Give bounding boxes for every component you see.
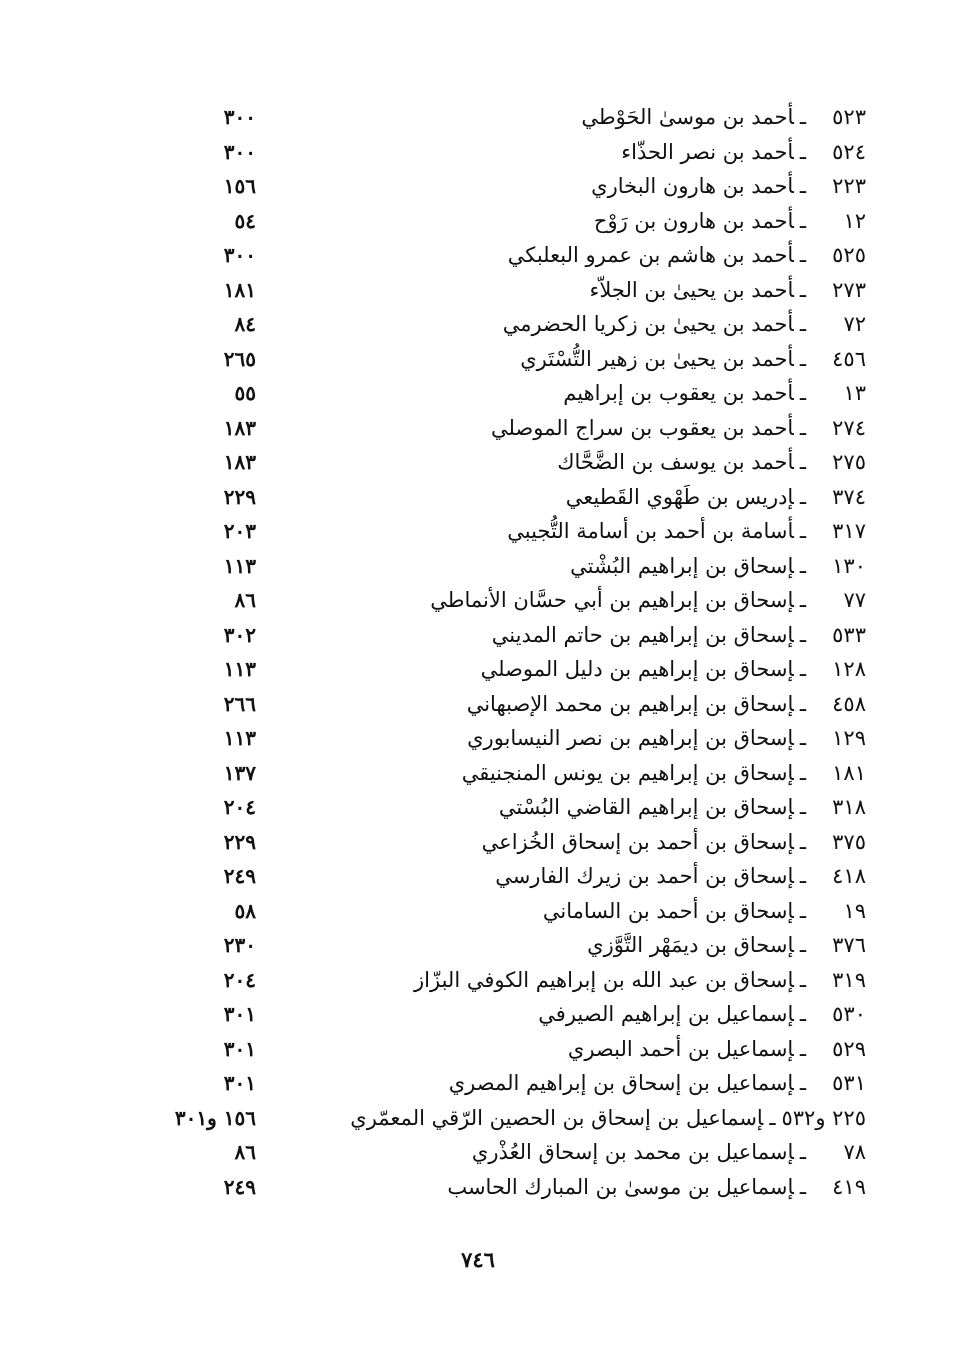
entry-number: ٥٢٩ [832, 1036, 866, 1061]
entry-pages: ٢٤٩ [223, 864, 256, 888]
entry-number: ٧٢ [843, 312, 866, 336]
entry-name: أسامة بن أحمد بن أسامة التُّجيبي [507, 519, 794, 543]
entry-number: ١٢٩ [832, 726, 866, 750]
entry-text [472, 1135, 866, 1170]
entry-pages: ١٣٧ [223, 760, 256, 785]
entry-number: ٢٧٥ [832, 450, 866, 474]
index-entry [86, 652, 866, 687]
entry-dash: ـ [799, 243, 806, 267]
entry-dash: ـ [799, 657, 806, 681]
index-entry [86, 894, 866, 929]
index-entry [86, 963, 866, 998]
entry-number: ١٢ [843, 208, 866, 233]
entry-number: ٢٧٤ [832, 415, 866, 440]
entry-dash: ـ [799, 553, 806, 578]
entry-dash: ـ [799, 588, 806, 612]
entry-dash: ـ [799, 760, 806, 785]
entry-pages: ٢٣٠ [223, 933, 256, 957]
entry-number: ٣٧٥ [832, 829, 866, 854]
index-entry [86, 1066, 866, 1101]
entry-number: ٢٢٥ و٥٣٢ [781, 1105, 866, 1130]
entry-number: ٥٢٤ [832, 139, 866, 164]
entry-number: ٥٢٥ [832, 243, 866, 267]
entry-dash: ـ [799, 174, 806, 198]
entry-pages: ٣٠٠ [223, 139, 256, 164]
entry-name: أحمد بن يعقوب بن سراج الموصلي [490, 415, 794, 440]
entry-name: إسحاق بن إبراهيم بن يونس المنجنيقي [461, 760, 794, 785]
entry-pages: ١١٣ [223, 553, 256, 578]
entry-dash: ـ [799, 1002, 806, 1026]
index-entry [86, 1101, 866, 1136]
index-entry [86, 411, 866, 446]
entry-number: ٤٥٨ [832, 691, 866, 716]
entry-pages: ١٥٦ [223, 174, 256, 198]
entry-pages: ٢٢٩ [223, 484, 256, 509]
entry-text [594, 204, 866, 239]
entry-text [566, 480, 866, 515]
entry-text [591, 169, 866, 204]
index-entry [86, 100, 866, 135]
entry-pages: ٥٥ [234, 381, 256, 405]
entry-name: إدريس بن طَهْوي القَطيعي [565, 484, 794, 509]
entry-dash: ـ [799, 105, 806, 129]
entry-name: إسحاق بن إبراهيم بن أبي حسَّان الأنماطي [430, 588, 794, 612]
entry-dash: ـ [799, 1140, 806, 1164]
index-entry [86, 549, 866, 584]
entry-dash: ـ [799, 139, 806, 164]
entry-pages: ٣٠١ [223, 1002, 256, 1026]
entry-pages: ٢٤٩ [223, 1174, 256, 1199]
index-entry [86, 825, 866, 860]
entry-dash: ـ [799, 622, 806, 647]
entry-text [543, 894, 866, 929]
entry-name: إسحاق بن ديمَهْر التَّوَّزي [587, 933, 794, 957]
entry-text [482, 825, 866, 860]
entry-number: ٣٧٤ [832, 484, 866, 509]
entry-pages: ١٨١ [223, 277, 256, 302]
entry-number: ٤١٨ [832, 864, 866, 888]
entry-dash: ـ [799, 484, 806, 509]
entry-number: ٣١٧ [832, 519, 866, 543]
entry-name: إسحاق بن إبراهيم بن محمد الإصبهاني [466, 691, 794, 716]
entry-dash: ـ [799, 450, 806, 474]
entry-pages: ٢٦٦ [223, 691, 256, 716]
entry-text [621, 135, 866, 170]
entry-name: إسحاق بن إبراهيم بن حاتم المديني [491, 622, 794, 647]
entry-pages: ٣٠٢ [223, 622, 256, 647]
index-entry [86, 583, 866, 618]
entry-name: إسماعيل بن إسحاق بن الحصين الرّقي المعمّري [350, 1105, 764, 1130]
entry-text [491, 411, 866, 446]
entry-pages: ١١٣ [223, 657, 256, 681]
entry-name: إسحاق بن أحمد بن زيرك الفارسي [495, 864, 794, 888]
entry-dash: ـ [799, 898, 806, 923]
entry-name: إسماعيل بن محمد بن إسحاق العُذْري [471, 1140, 794, 1164]
entry-pages: ٢٦٥ [223, 346, 256, 371]
entry-number: ١٣٠ [832, 553, 866, 578]
index-entry [86, 169, 866, 204]
entry-number: ١٨١ [832, 760, 866, 785]
entry-name: إسماعيل بن إبراهيم الصيرفي [538, 1002, 794, 1026]
entry-number: ١٩ [843, 898, 866, 923]
index-entry [86, 687, 866, 722]
index-entry [86, 273, 866, 308]
entry-name: إسحاق بن أحمد بن إسحاق الخُزاعي [481, 829, 794, 854]
entry-pages: ٢٢٩ [223, 829, 256, 854]
entry-name: إسحاق بن إبراهيم بن نصر النيسابوري [467, 726, 794, 750]
entry-text [568, 1032, 866, 1067]
index-entry [86, 997, 866, 1032]
entry-text [492, 618, 866, 653]
entry-number: ١٢٨ [832, 657, 866, 681]
entry-text [570, 549, 866, 584]
entry-name: إسحاق بن أحمد بن الساماني [542, 898, 794, 923]
entry-dash: ـ [799, 415, 806, 440]
entry-text [430, 583, 866, 618]
entry-dash: ـ [799, 864, 806, 888]
entry-name: إسحاق بن إبراهيم القاضي البُسْتي [498, 795, 794, 819]
entry-name: أحمد بن يعقوب بن إبراهيم [563, 381, 794, 405]
entry-pages: ٣٠٠ [223, 243, 256, 267]
entry-dash: ـ [799, 829, 806, 854]
entry-pages: ١٨٣ [223, 450, 256, 474]
entry-number: ٤١٩ [832, 1174, 866, 1199]
entry-dash: ـ [799, 1036, 806, 1061]
entry-name: إسحاق بن إبراهيم بن دليل الموصلي [480, 657, 794, 681]
index-entry [86, 514, 866, 549]
entry-text [350, 1101, 866, 1136]
entry-pages: ٣٠١ [223, 1036, 256, 1061]
index-entry [86, 1135, 866, 1170]
entry-name: إسماعيل بن موسىٰ بن المبارك الحاسب [447, 1174, 794, 1199]
entry-name: أحمد بن هاشم بن عمرو البعلبكي [507, 243, 794, 267]
entry-number: ٧٧ [843, 588, 866, 612]
entry-dash: ـ [769, 1105, 776, 1130]
entry-text [557, 445, 866, 480]
entry-pages: ١٥٦ و٣٠١ [174, 1105, 256, 1130]
entry-number: ٣٧٦ [832, 933, 866, 957]
entry-pages: ٣٠٠ [223, 105, 256, 129]
entry-name: أحمد بن يحيىٰ بن زهير التُّسْتَري [520, 346, 794, 371]
index-entry [86, 1032, 866, 1067]
entry-dash: ـ [799, 519, 806, 543]
entry-pages: ٢٠٤ [223, 967, 256, 992]
entry-name: أحمد بن يوسف بن الضَّحَّاك [557, 450, 794, 474]
entry-text [481, 652, 866, 687]
entry-text [449, 1066, 866, 1101]
index-entry [86, 721, 866, 756]
index-entry [86, 1170, 866, 1205]
entry-name: إسحاق بن عبد الله بن إبراهيم الكوفي البزّاز [414, 967, 794, 992]
entry-name: أحمد بن يحيىٰ بن زكريا الحضرمي [502, 312, 794, 336]
entry-pages: ٢٠٣ [223, 519, 256, 543]
index-entry [86, 204, 866, 239]
entry-pages: ١١٣ [223, 726, 256, 750]
entry-number: ٢٧٣ [832, 277, 866, 302]
entry-name: أحمد بن نصر الحذّاء [621, 139, 794, 164]
entry-dash: ـ [799, 208, 806, 233]
index-entry [86, 756, 866, 791]
index-entry [86, 376, 866, 411]
entry-name: إسماعيل بن أحمد البصري [567, 1036, 794, 1061]
index-list [86, 100, 866, 1204]
entry-number: ٣١٨ [832, 795, 866, 819]
entry-text [590, 273, 867, 308]
entry-number: ٣١٩ [832, 967, 866, 992]
entry-number: ٢٢٣ [832, 174, 866, 198]
index-entry [86, 135, 866, 170]
entry-pages: ٥٨ [234, 898, 256, 923]
entry-number: ١٣ [843, 381, 866, 405]
entry-text [563, 376, 866, 411]
entry-text [508, 238, 866, 273]
entry-text [499, 790, 866, 825]
entry-pages: ٨٦ [234, 588, 256, 612]
index-entry [86, 342, 866, 377]
entry-name: إسحاق بن إبراهيم البُشْتي [570, 553, 794, 578]
entry-name: إسماعيل بن إسحاق بن إبراهيم المصري [448, 1071, 794, 1095]
index-entry [86, 928, 866, 963]
entry-pages: ٨٦ [234, 1140, 256, 1164]
entry-number: ٥٢٣ [832, 105, 866, 129]
index-entry [86, 790, 866, 825]
entry-dash: ـ [799, 967, 806, 992]
entry-text [467, 721, 866, 756]
entry-dash: ـ [799, 691, 806, 716]
index-entry [86, 859, 866, 894]
index-entry [86, 480, 866, 515]
entry-dash: ـ [799, 933, 806, 957]
entry-text [467, 687, 866, 722]
entry-pages: ٥٤ [234, 208, 256, 233]
entry-dash: ـ [799, 381, 806, 405]
entry-text [520, 342, 866, 377]
entry-dash: ـ [799, 795, 806, 819]
entry-number: ٥٣٣ [832, 622, 866, 647]
entry-text [587, 928, 866, 963]
entry-number: ٥٣٠ [832, 1002, 866, 1026]
entry-text [414, 963, 866, 998]
entry-text [462, 756, 866, 791]
index-entry [86, 238, 866, 273]
entry-dash: ـ [799, 277, 806, 302]
entry-number: ٧٨ [843, 1140, 866, 1164]
entry-pages: ٣٠١ [223, 1071, 256, 1095]
entry-pages: ٨٤ [234, 312, 256, 336]
entry-name: أحمد بن هارون بن رَوْح [593, 208, 794, 233]
entry-text [581, 100, 866, 135]
entry-text [507, 514, 866, 549]
page-number: ٧٤٦ [461, 1247, 495, 1272]
entry-number: ٤٥٦ [832, 346, 866, 371]
entry-name: أحمد بن موسىٰ الحَوْطي [581, 105, 794, 129]
index-entry [86, 618, 866, 653]
entry-name: أحمد بن هارون البخاري [591, 174, 794, 198]
entry-text [538, 997, 866, 1032]
index-entry [86, 445, 866, 480]
entry-dash: ـ [799, 346, 806, 371]
entry-number: ٥٣١ [832, 1071, 866, 1095]
index-entry [86, 307, 866, 342]
entry-dash: ـ [799, 1174, 806, 1199]
entry-name: أحمد بن يحيىٰ بن الجلاّء [589, 277, 794, 302]
entry-dash: ـ [799, 726, 806, 750]
entry-dash: ـ [799, 1071, 806, 1095]
entry-text [495, 859, 866, 894]
entry-dash: ـ [799, 312, 806, 336]
entry-pages: ١٨٣ [223, 415, 256, 440]
entry-text [447, 1170, 866, 1205]
entry-text [503, 307, 866, 342]
entry-pages: ٢٠٤ [223, 795, 256, 819]
